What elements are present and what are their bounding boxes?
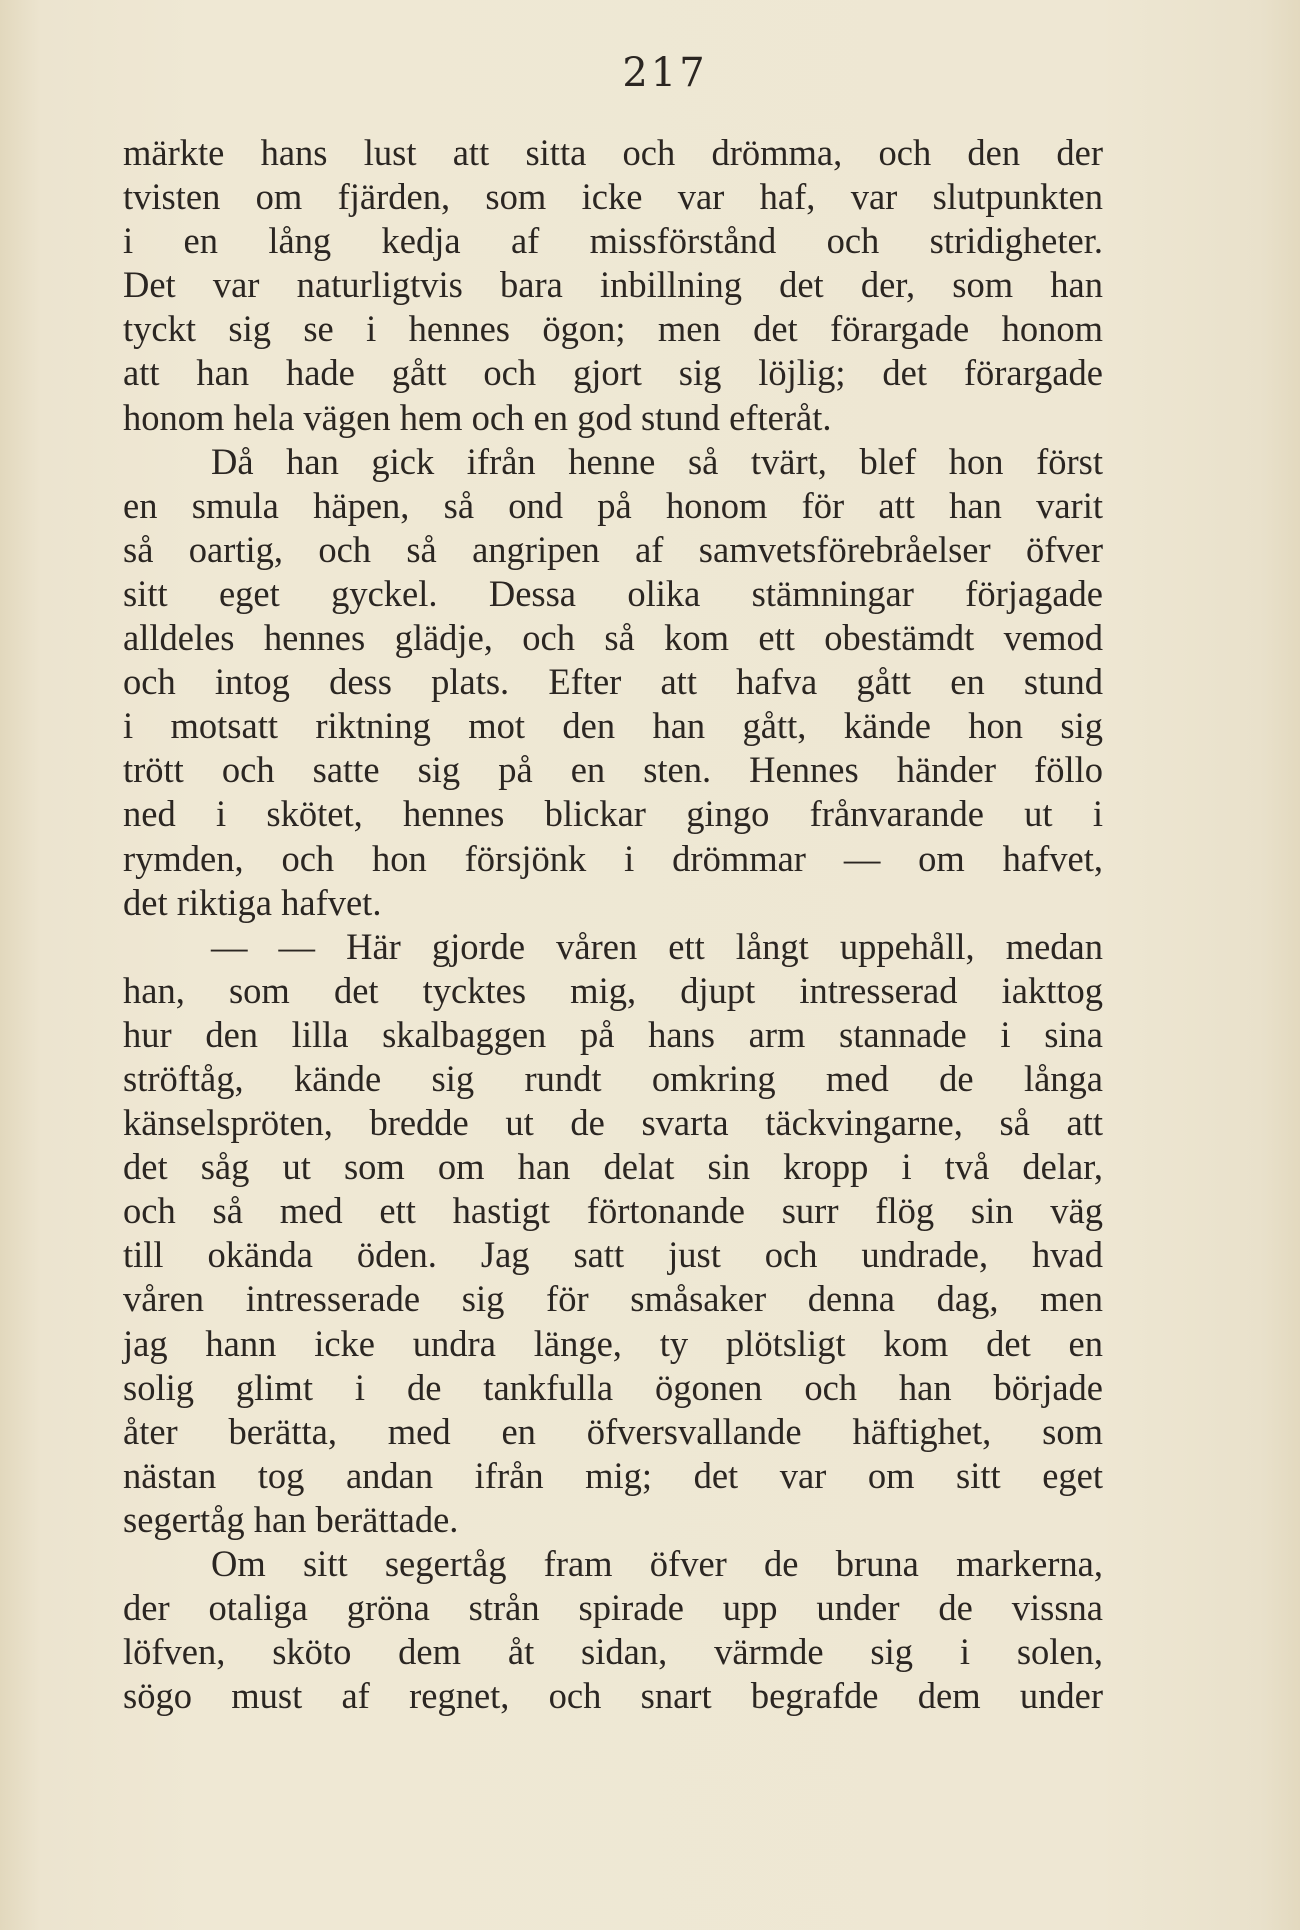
text-line: och så med ett hastigt förtonande surr flög sin väg xyxy=(123,1190,1103,1232)
text-line: åter berätta, med en öfversvallande häftighet, som xyxy=(123,1410,1103,1452)
text-line: honom hela vägen hem och en god stund efteråt. xyxy=(123,396,832,438)
text-line: till okända öden. Jag satt just och undrade, hvad xyxy=(123,1234,1103,1276)
text-line: alldeles hennes glädje, och så kom ett obestämdt vemod xyxy=(123,617,1103,659)
text-line: i en lång kedja af missförstånd och stridigheter. xyxy=(123,220,1103,262)
text-line: jag hann icke undra länge, ty plötsligt kom det en xyxy=(123,1322,1103,1364)
text-line: — — Här gjorde våren ett långt uppehåll, medan xyxy=(211,925,1103,967)
text-line: det riktiga hafvet. xyxy=(123,881,382,923)
text-line: det såg ut som om han delat sin kropp i två delar, xyxy=(123,1146,1103,1188)
text-line: löfven, sköto dem åt sidan, värmde sig i solen, xyxy=(123,1631,1103,1673)
text-line: solig glimt i de tankfulla ögonen och han började xyxy=(123,1366,1103,1408)
text-line: sögo must af regnet, och snart begrafde dem under xyxy=(123,1675,1103,1717)
text-line: tvisten om fjärden, som icke var haf, var slutpunkten xyxy=(123,176,1103,218)
text-line: en smula häpen, så ond på honom för att han varit xyxy=(123,484,1103,526)
body-text xyxy=(123,131,1103,1718)
text-line: känselspröten, bredde ut de svarta täckvingarne, så att xyxy=(123,1102,1103,1144)
text-line: ned i skötet, hennes blickar gingo frånvarande ut i xyxy=(123,793,1103,835)
text-line: våren intresserade sig för småsaker denna dag, men xyxy=(123,1278,1103,1320)
text-line: trött och satte sig på en sten. Hennes händer föllo xyxy=(123,749,1103,791)
text-line: segertåg han berättade. xyxy=(123,1498,459,1540)
text-line: så oartig, och så angripen af samvetsförebråelser öfver xyxy=(123,528,1103,570)
text-line: der otaliga gröna strån spirade upp under de vissna xyxy=(123,1587,1103,1629)
text-line: han, som det tycktes mig, djupt intresserad iakttog xyxy=(123,969,1103,1011)
text-line: Det var naturligtvis bara inbillning det der, som han xyxy=(123,264,1103,306)
text-line: i motsatt riktning mot den han gått, kände hon sig xyxy=(123,705,1103,747)
page-number: 217 xyxy=(622,50,708,96)
text-line: och intog dess plats. Efter att hafva gått en stund xyxy=(123,661,1103,703)
text-line: Då han gick ifrån henne så tvärt, blef hon först xyxy=(211,440,1103,482)
text-line: sitt eget gyckel. Dessa olika stämningar förjagade xyxy=(123,572,1103,614)
text-line: nästan tog andan ifrån mig; det var om sitt eget xyxy=(123,1454,1103,1496)
text-line: ströftåg, kände sig rundt omkring med de långa xyxy=(123,1057,1103,1099)
text-line: Om sitt segertåg fram öfver de bruna markerna, xyxy=(211,1543,1103,1584)
text-line: märkte hans lust att sitta och drömma, och den der xyxy=(123,132,1103,173)
text-line: rymden, och hon försjönk i drömmar — om hafvet, xyxy=(123,837,1103,879)
text-line: tyckt sig se i hennes ögon; men det förargade honom xyxy=(123,308,1103,350)
text-line: att han hade gått och gjort sig löjlig; det förargade xyxy=(123,352,1103,394)
text-line: hur den lilla skalbaggen på hans arm stannade i sina xyxy=(123,1013,1103,1055)
